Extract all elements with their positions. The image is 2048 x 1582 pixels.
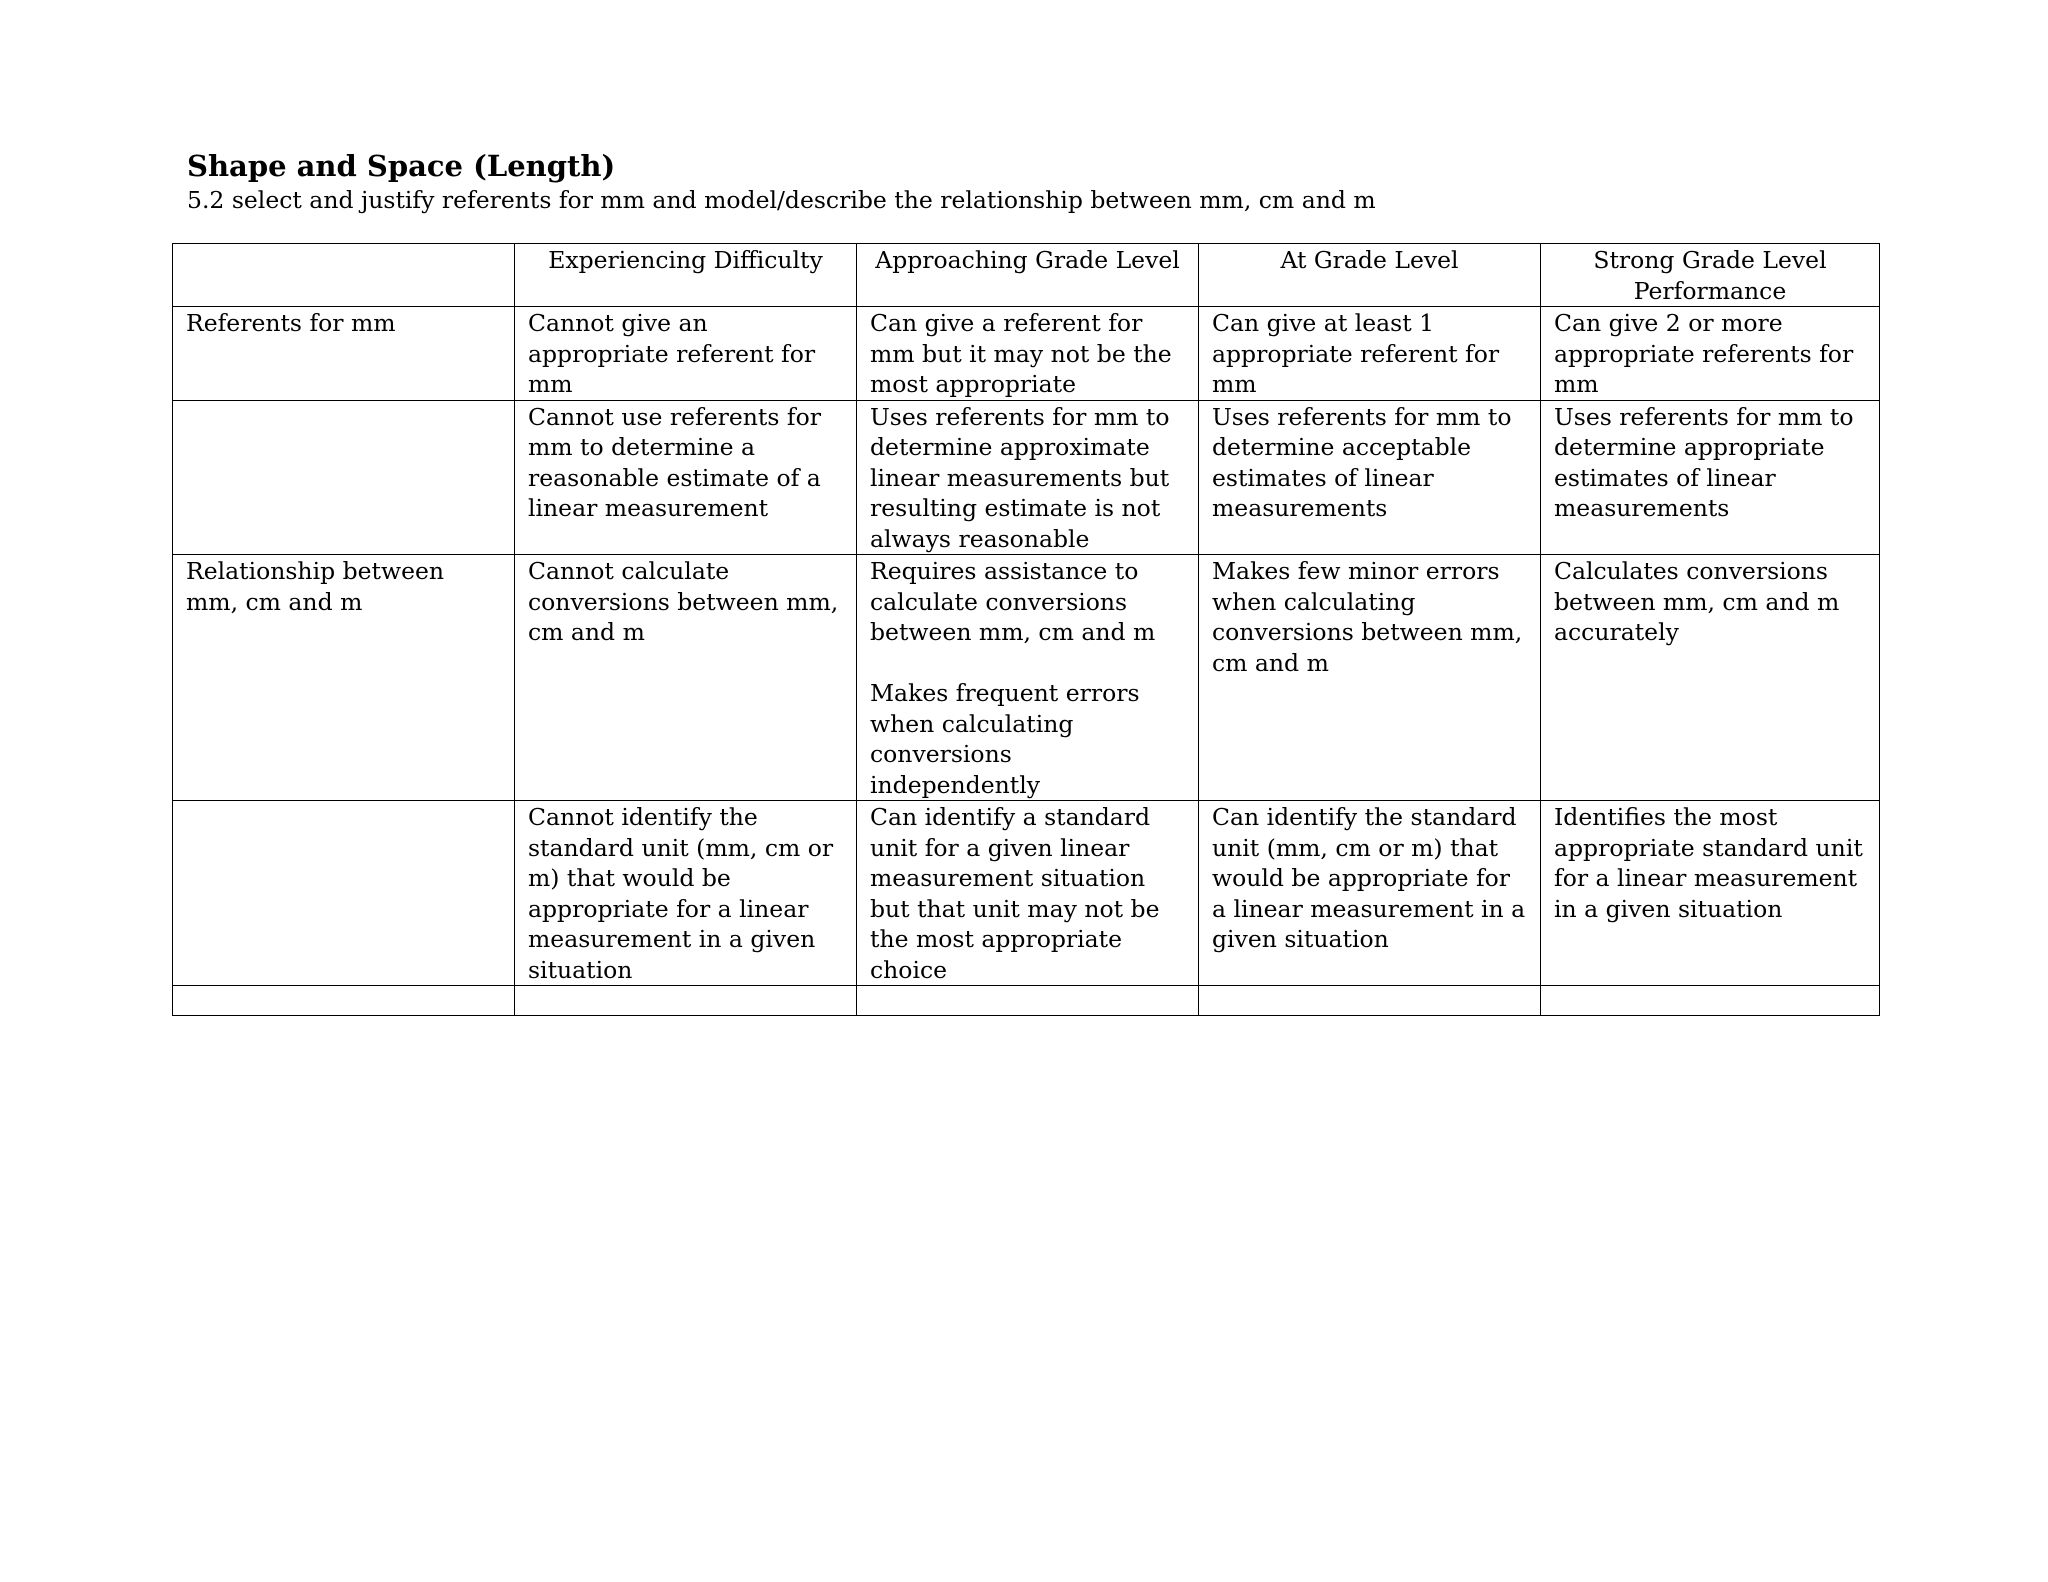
table-cell: Can give a referent for mm but it may not be the most appropriate	[857, 307, 1199, 401]
table-cell	[857, 986, 1199, 1016]
table-cell: Can identify the standard unit (mm, cm or m) that would be appropriate for a linear measurement in a given situation	[1199, 801, 1541, 986]
table-row	[173, 986, 1880, 1016]
table-cell: Identifies the most appropriate standard unit for a linear measurement in a given situation	[1541, 801, 1880, 986]
row-label	[173, 400, 515, 555]
header-cell-corner	[173, 244, 515, 307]
table-cell: Cannot calculate conversions between mm, cm and m	[515, 555, 857, 801]
table-row	[173, 555, 1880, 801]
table-cell: Cannot use referents for mm to determine a reasonable estimate of a linear measurement	[515, 400, 857, 555]
header-cell-strong-grade-level: Strong Grade Level Performance	[1541, 244, 1880, 307]
table-cell: Can give at least 1 appropriate referent for mm	[1199, 307, 1541, 401]
table-cell: Can identify a standard unit for a given linear measurement situation but that unit may not be the most appropriate choice	[857, 801, 1199, 986]
table-row	[173, 400, 1880, 555]
page-subtitle: 5.2 select and justify referents for mm and model/describe the relationship between mm, cm and m	[187, 186, 1376, 214]
table-cell: Calculates conversions between mm, cm and m accurately	[1541, 555, 1880, 801]
table-cell: Uses referents for mm to determine acceptable estimates of linear measurements	[1199, 400, 1541, 555]
table-header-row	[173, 244, 1880, 307]
header-cell-experiencing-difficulty: Experiencing Difficulty	[515, 244, 857, 307]
header-cell-approaching-grade-level: Approaching Grade Level	[857, 244, 1199, 307]
table-cell: Uses referents for mm to determine approximate linear measurements but resulting estimate is not always reasonable	[857, 400, 1199, 555]
table-cell: Makes few minor errors when calculating conversions between mm, cm and m	[1199, 555, 1541, 801]
row-label	[173, 986, 515, 1016]
rubric-table	[172, 243, 1880, 1016]
header-cell-at-grade-level: At Grade Level	[1199, 244, 1541, 307]
table-cell	[1541, 986, 1880, 1016]
table-row	[173, 801, 1880, 986]
row-label	[173, 801, 515, 986]
cell-paragraph: Makes frequent errors when calculating conversions independently	[870, 679, 1140, 799]
table-row	[173, 307, 1880, 401]
table-cell: Cannot identify the standard unit (mm, cm or m) that would be appropriate for a linear measurement in a given situation	[515, 801, 857, 986]
cell-paragraph: Requires assistance to calculate conversions between mm, cm and m	[870, 557, 1156, 646]
page-title: Shape and Space (Length)	[187, 149, 616, 183]
row-label: Relationship between mm, cm and m	[173, 555, 515, 801]
paragraph-gap	[870, 648, 1186, 679]
table-cell: Cannot give an appropriate referent for mm	[515, 307, 857, 401]
row-label: Referents for mm	[173, 307, 515, 401]
table-cell: Can give 2 or more appropriate referents for mm	[1541, 307, 1880, 401]
table-cell	[1199, 986, 1541, 1016]
table-cell: Uses referents for mm to determine appropriate estimates of linear measurements	[1541, 400, 1880, 555]
table-cell	[857, 555, 1199, 801]
table-cell	[515, 986, 857, 1016]
